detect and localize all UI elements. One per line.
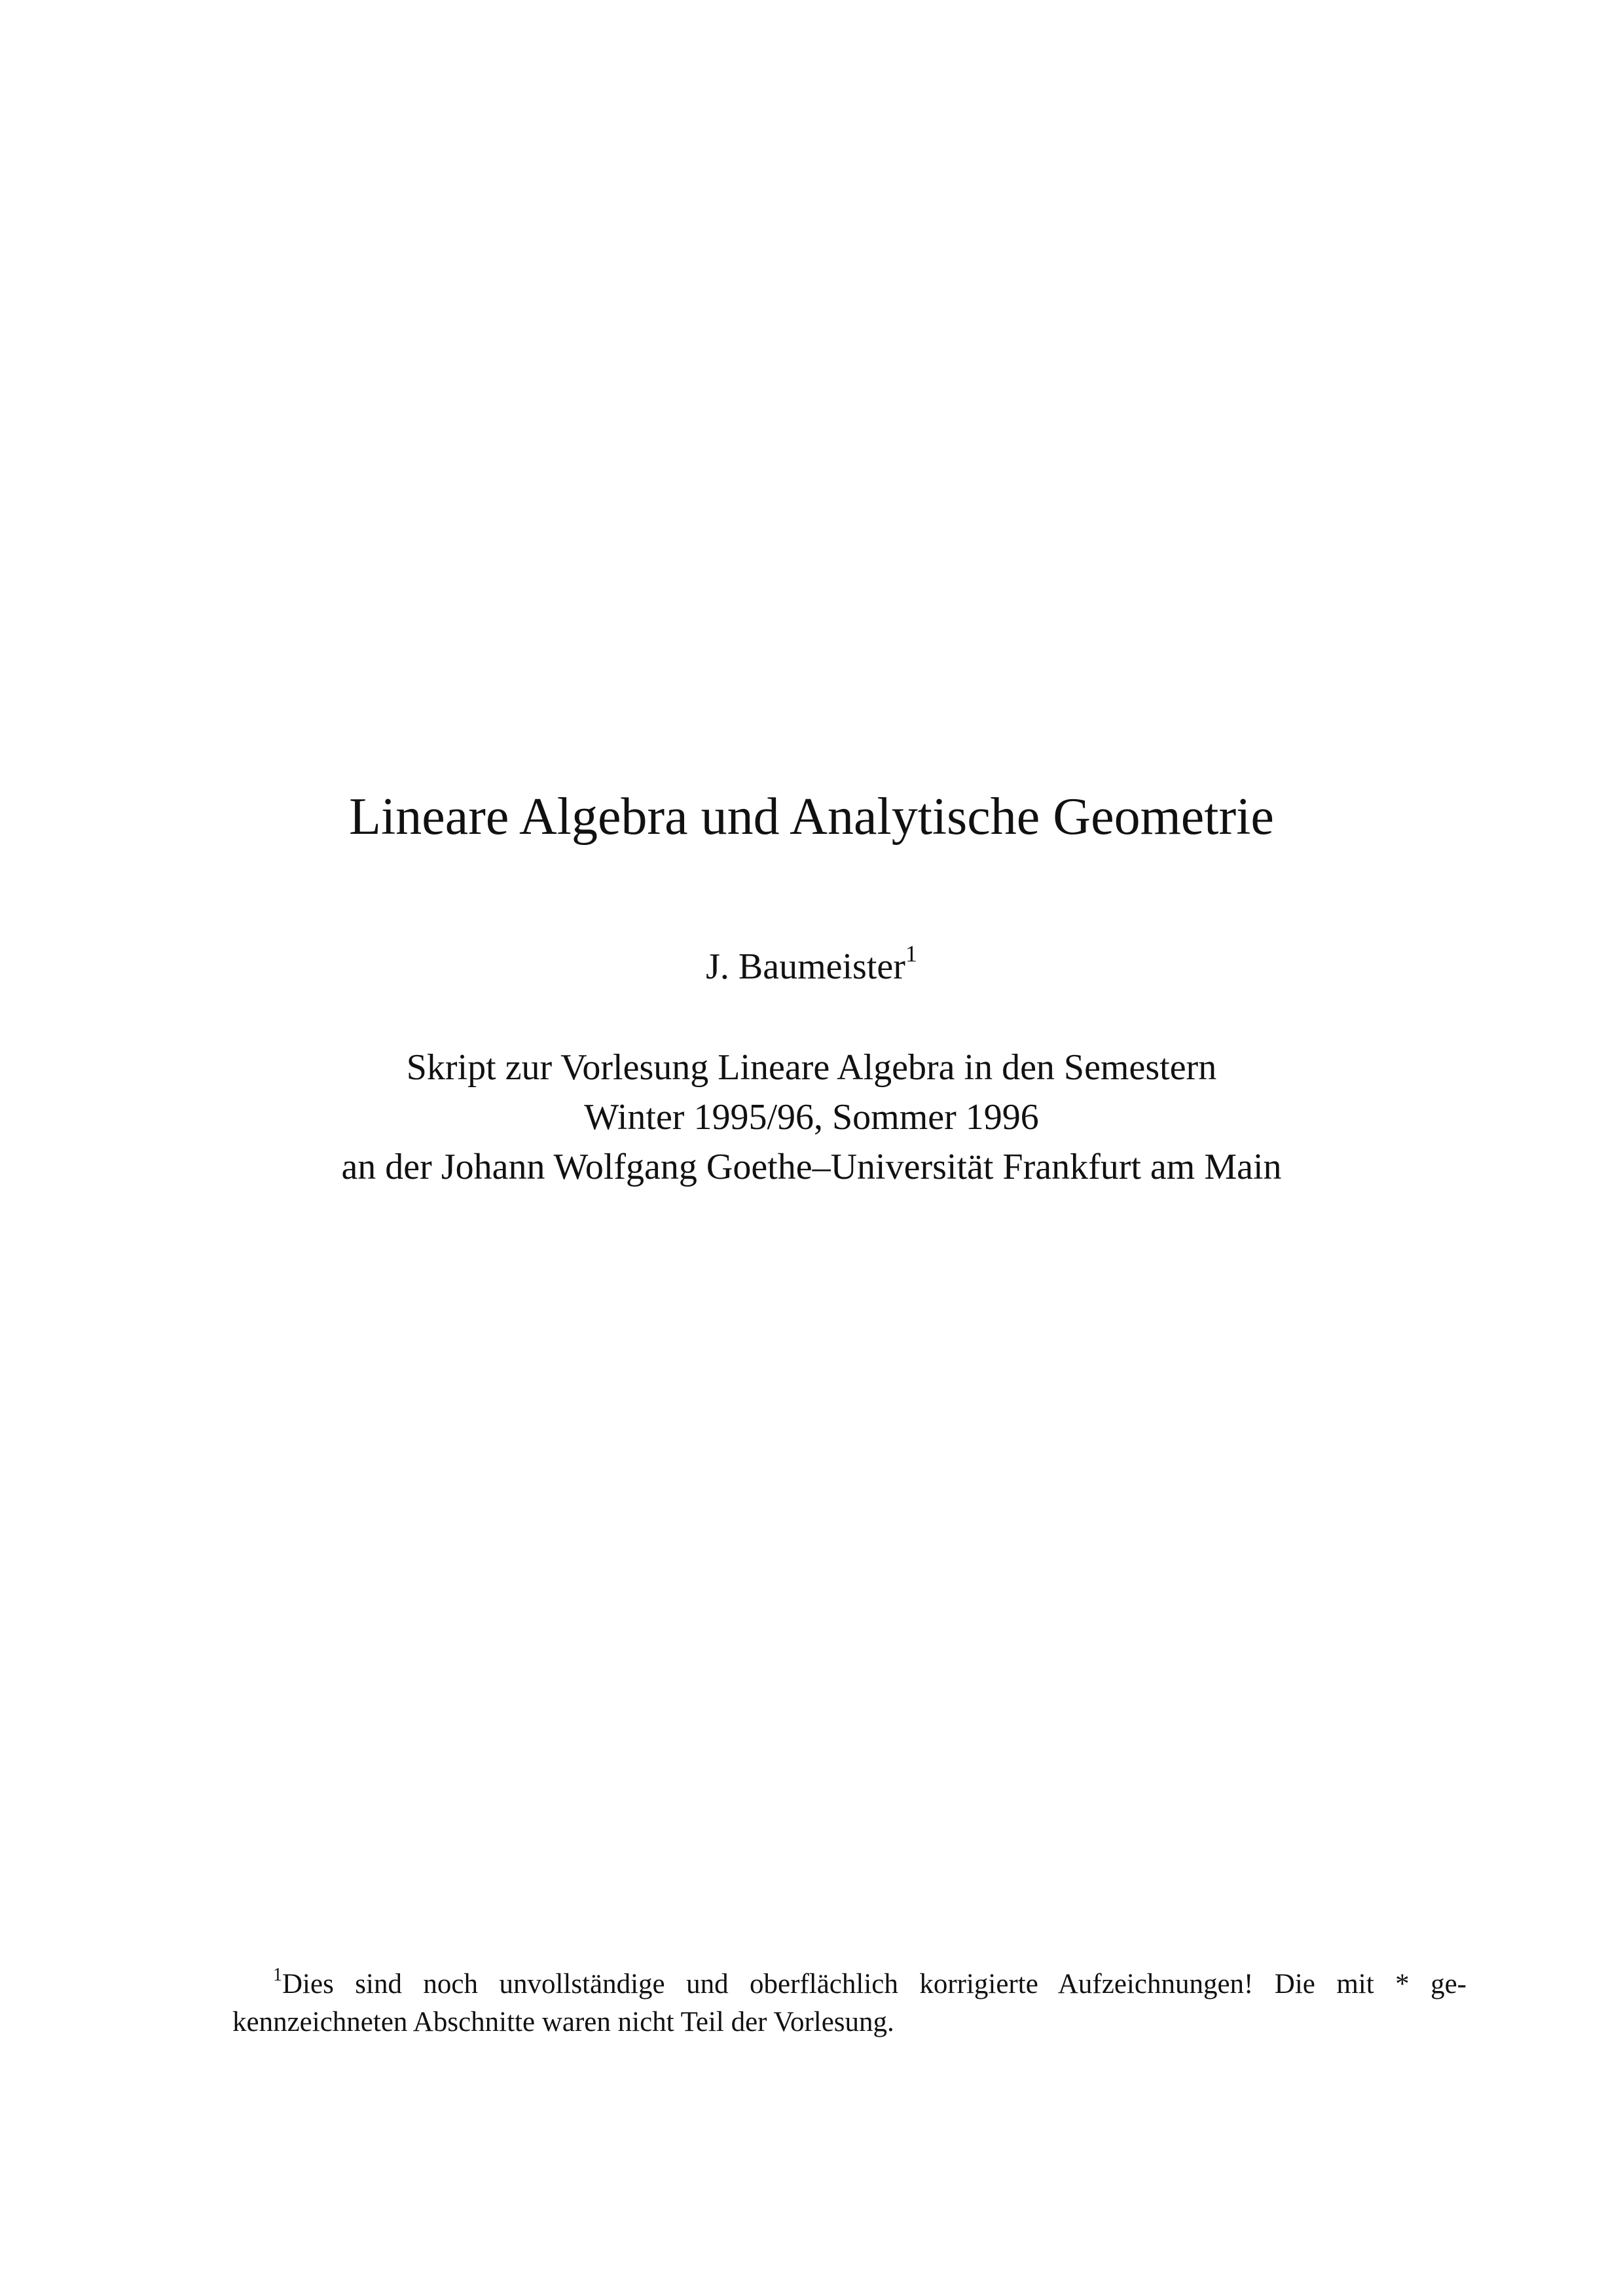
course-info-line-3: an der Johann Wolfgang Goethe–Universität Frankfurt am Main (341, 1147, 1282, 1187)
document-title: Lineare Algebra und Analytische Geometrie (349, 788, 1274, 846)
course-info-line-1: Skript zur Vorlesung Lineare Algebra in den Semestern (406, 1047, 1217, 1088)
author-footnote-mark: 1 (905, 941, 917, 967)
footnote-text-1: Dies sind noch unvollständige und oberflächlich korrigierte Aufzeichnungen! Die mit * ge- (282, 1969, 1467, 2000)
footnote-line-1 (232, 1965, 1467, 2003)
footnote-line-2: kennzeichneten Abschnitte waren nicht Teil der Vorlesung. (232, 2007, 894, 2037)
course-info (0, 1043, 1623, 1192)
course-info-line-2: Winter 1995/96, Sommer 1996 (584, 1097, 1039, 1138)
author-line (0, 941, 1623, 990)
author-name: J. Baumeister (706, 946, 905, 987)
footnote (232, 1965, 1467, 2041)
footnote-mark: 1 (273, 1964, 282, 1985)
